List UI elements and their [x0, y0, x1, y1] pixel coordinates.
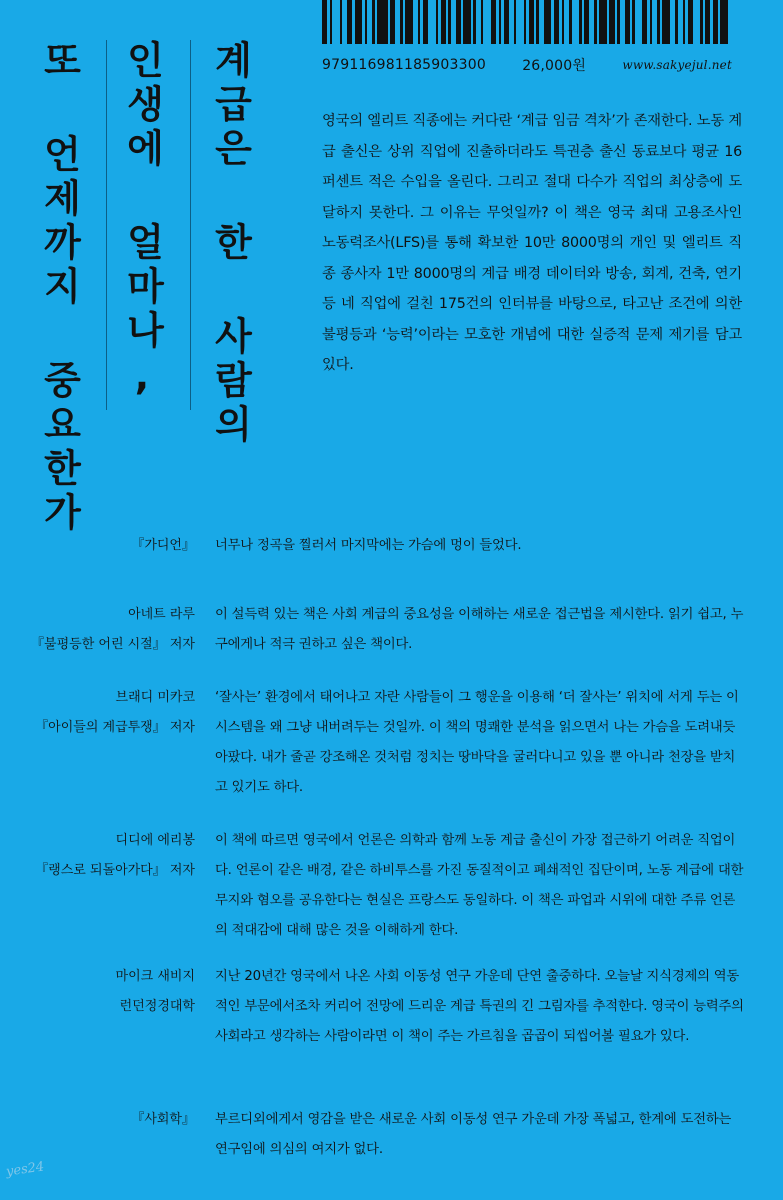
watermark-stamp: yes24: [5, 1159, 46, 1180]
divider-line: [106, 40, 107, 410]
barcode-bar: [463, 0, 471, 44]
review-affiliation: 『불평등한 어린 시절』 저자: [31, 637, 195, 652]
publisher-website: www.sakyejul.net: [622, 58, 732, 72]
barcode-bar: [720, 0, 728, 44]
review-affiliation: 『랭스로 되돌아가다』 저자: [35, 863, 195, 878]
intro-paragraph: 영국의 엘리트 직종에는 커다란 ‘계급 임금 격차’가 존재한다. 노동 계급 출신은 상위 직업에 진출하더라도 특권층 출신 동료보다 평균 16퍼센트 적은 수입을 올린다. 그리고 절대 다수가 직업의 최상층에 도달하지 못한다. 그 이유는 무엇일까? 이 책은 영국 최대 고용조사인 노동력조사(LFS)를 통해 확보한 10만 8000명의 개인 및 엘리트 직종 종사자 1만 8000명의 계급 배경 데이터와 방송, 회계, 건축, 연기 등 네 직업에 걸친 175건의 인터뷰를 바탕으로, 타고난 조건에 의한 불평등과 ‘능력’이라는 모호한 개념에 대한 실증적 문제 제기를 담고 있다.: [322, 113, 742, 373]
barcode-bar: [599, 0, 607, 44]
barcode-bar: [662, 0, 670, 44]
review-affiliation: 런던정경대학: [119, 999, 195, 1014]
divider-line: [190, 40, 191, 410]
review-source: 아네트 라루: [128, 607, 195, 622]
isbn-number: 979116981185903300: [322, 57, 486, 73]
title-column-2: 인생에 얼마나,: [120, 40, 164, 404]
review-source: 디디에 에리봉: [115, 833, 195, 848]
review-text: 지난 20년간 영국에서 나온 사회 이동성 연구 가운데 단연 출중하다. 오늘날 지식경제의 역동적인 부문에서조차 커리어 전망에 드리운 계급 특권의 긴 그림자를 추적한다. 영국이 능력주의 사회라고 생각하는 사람이라면 이 책이 주는 가르침을 곱곱이 되씹어볼 필요가 있다.: [215, 969, 744, 1044]
price: 26,000원: [522, 58, 587, 74]
review-text: ‘잘사는’ 환경에서 태어나고 자란 사람들이 그 행운을 이용해 ‘더 잘사는’ 위치에 서게 두는 이 시스템을 왜 그냥 내버려두는 것일까. 이 책의 명쾌한 분석을 읽으면서 나는 가슴을 도려내듯 아팠다. 내가 줄곧 강조해온 것처럼 정치는 땅바닥을 굴러다니고 있을 뿐 아니라 천장을 받치고 있기도 하다.: [215, 690, 739, 795]
barcode-bar: [516, 0, 524, 44]
review-source: 브래디 미카코: [115, 690, 195, 705]
barcode-bar: [635, 0, 643, 44]
review-source: 『가디언』: [131, 538, 195, 553]
barcode-bar: [428, 0, 436, 44]
review-text: 너무나 정곡을 찔러서 마지막에는 가슴에 멍이 들었다.: [215, 538, 522, 553]
barcode-bar: [332, 0, 340, 44]
barcode: [322, 0, 732, 44]
barcode-bar: [693, 0, 701, 44]
barcode-bar: [544, 0, 552, 44]
review-text: 부르디외에게서 영감을 받은 새로운 사회 이동성 연구 가운데 가장 폭넓고, 한계에 도전하는 연구임에 의심의 여지가 없다.: [215, 1112, 732, 1157]
barcode-bar: [483, 0, 491, 44]
barcode-bar: [355, 0, 363, 44]
review-affiliation: 『아이들의 계급투쟁』 저자: [35, 720, 195, 735]
barcode-bar: [572, 0, 580, 44]
review-text: 이 설득력 있는 책은 사회 계급의 중요성을 이해하는 새로운 접근법을 제시한다. 읽기 쉽고, 누구에게나 적극 권하고 싶은 책이다.: [215, 607, 744, 652]
review-source: 마이크 새비지: [115, 969, 195, 984]
barcode-bar: [377, 0, 387, 44]
barcode-bar: [728, 0, 731, 44]
review-text: 이 책에 따르면 영국에서 언론은 의학과 함께 노동 계급 출신이 가장 접근하기 어려운 직업이다. 언론이 같은 배경, 같은 하비투스를 가진 동질적이고 폐쇄적인 집단이며, 노동 계급에 대한 무지와 혐오를 공유한다는 현실은 프랑스도 동일하다. 이 책은 파업과 시위에 대한 주류 언론의 적대감에 대해 많은 것을 이해하게 한다.: [215, 833, 744, 938]
review-source: 『사회학』: [131, 1112, 195, 1127]
barcode-bar: [405, 0, 413, 44]
title-column-1: 계급은 한 사람의: [208, 40, 252, 448]
title-column-3: 또 언제까지 중요한가: [37, 40, 81, 536]
isbn-line: [322, 54, 732, 76]
